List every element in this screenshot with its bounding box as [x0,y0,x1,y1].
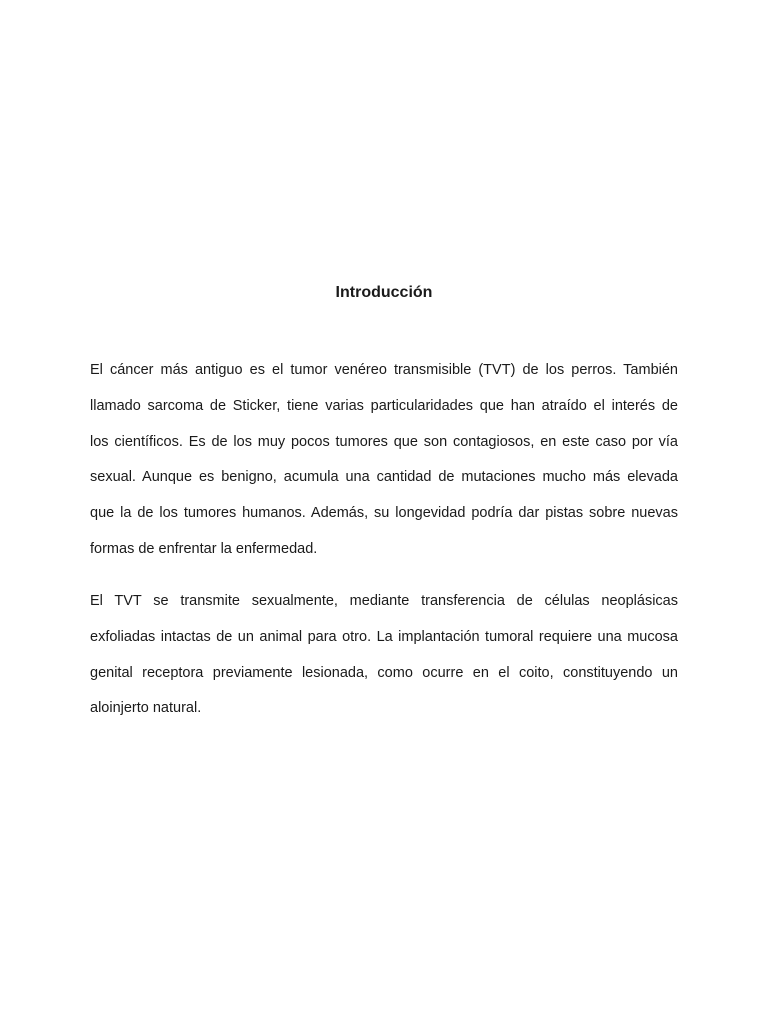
paragraph-line: El cáncer más antiguo es el tumor venéreo transmisible (TVT) de los perros. También [90,362,678,378]
paragraph-line: sexual. Aunque es benigno, acumula una cantidad de mutaciones mucho más elevada [90,469,678,486]
paragraph-line: exfoliadas intactas de un animal para otro. La implantación tumoral requiere una mucosa [90,628,678,645]
paragraph-line: los científicos. Es de los muy pocos tumores que son contagiosos, en este caso por vía [90,433,678,450]
paragraph-line: aloinjerto natural. [90,700,202,717]
paragraph-1 [90,353,678,568]
paragraph-2 [90,584,678,727]
paragraph-line: formas de enfrentar la enfermedad. [90,540,318,557]
paragraph-line: genital receptora previamente lesionada, como ocurre en el coito, constituyendo un [90,664,678,681]
section-heading: Introducción [335,284,433,301]
paragraph-line: llamado sarcoma de Sticker, tiene varias particularidades que han atraído el interés de [90,397,678,414]
paragraph-line: El TVT se transmite sexualmente, mediante transferencia de células neoplásicas [90,593,678,609]
paragraph-line: que la de los tumores humanos. Además, su longevidad podría dar pistas sobre nuevas [90,505,678,522]
